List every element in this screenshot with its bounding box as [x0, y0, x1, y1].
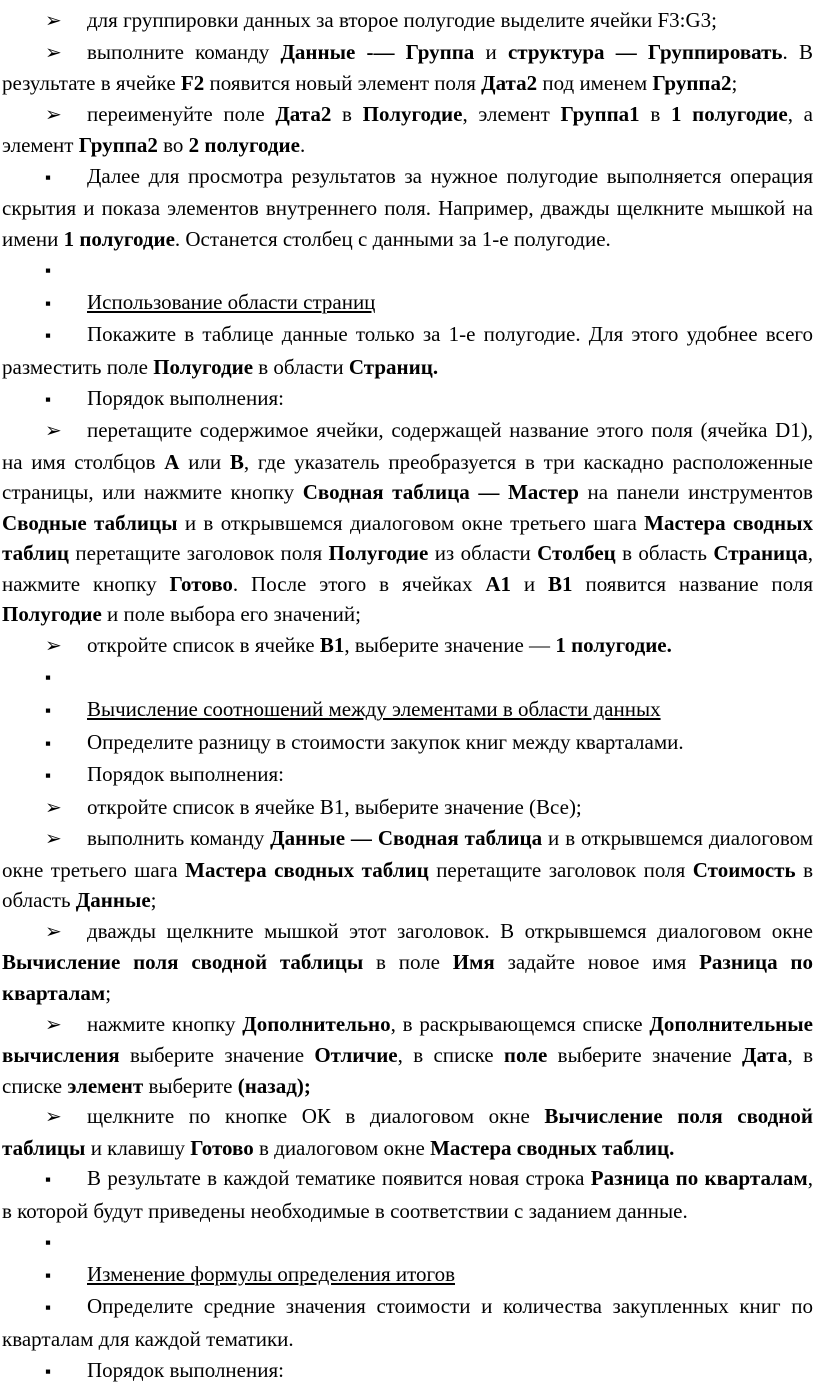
text-run: на панели инструментов: [578, 480, 813, 505]
paragraph: [2, 37, 813, 99]
bullet-square-icon: ▪: [45, 766, 52, 786]
text-run: Мастера сводных таблиц: [185, 857, 429, 882]
text-run: в область: [615, 541, 714, 566]
paragraph: [2, 630, 813, 662]
bullet-arrow-icon: ➢: [45, 1106, 62, 1129]
text-run: появится название поля: [572, 571, 814, 596]
text-run: Вычисление поля сводной таблицы: [2, 950, 364, 975]
bullet-square-icon: ▪: [45, 1298, 52, 1318]
text-run: структура — Группировать: [507, 39, 783, 64]
bullet-square-icon: ▪: [45, 389, 52, 409]
text-run: под именем: [537, 71, 653, 96]
paragraph: [2, 1009, 813, 1102]
text-run: 1 полугодие.: [555, 632, 672, 657]
text-run: перетащите заголовок поля: [428, 857, 693, 882]
text-run: Вычисление соотношений между элементами в области данных: [87, 697, 661, 722]
text-run: А: [164, 449, 180, 474]
text-run: выполнить команду: [87, 826, 271, 851]
text-run: перетащите заголовок поля: [69, 541, 329, 566]
bullet-square-icon: ▪: [45, 261, 52, 281]
text-run: Порядок выполнения:: [87, 385, 284, 410]
text-run: Страница: [713, 541, 808, 566]
bullet-arrow-icon: ➢: [45, 10, 62, 32]
text-run: появится новый элемент поля: [204, 71, 482, 96]
text-run: Данные — Сводная таблица: [270, 826, 543, 851]
text-run: Разница по кварталам: [2, 950, 814, 1005]
text-run: Дополнительно: [242, 1011, 391, 1036]
text-run: Дополнительные вычисления: [2, 1011, 813, 1068]
text-run: нажмите кнопку: [87, 1011, 243, 1036]
paragraph: [2, 792, 813, 824]
text-run: поле: [503, 1043, 548, 1068]
text-run: . В результате в ячейке: [2, 39, 813, 96]
bullet-arrow-icon: ➢: [45, 1013, 62, 1036]
text-run: , а элемент: [2, 101, 813, 158]
text-run: Изменение формулы определения итогов: [87, 1261, 455, 1286]
text-run: Порядок выполнения:: [87, 762, 284, 787]
text-run: , нажмите кнопку: [2, 541, 814, 596]
paragraph: [2, 319, 813, 382]
text-run: выберите значение: [547, 1043, 743, 1068]
text-run: из области: [428, 541, 538, 566]
text-run: Отличие: [314, 1043, 398, 1068]
bullet-arrow-icon: ➢: [45, 41, 62, 64]
text-run: Сводные таблицы: [2, 510, 178, 535]
text-run: Далее для просмотра результатов за нужное полугодие выполняется операция скрытия и показа элементов внутреннего поля. Например, дважды щелкните мышкой на имени: [2, 163, 813, 251]
text-run: ;: [105, 980, 112, 1005]
text-run: Столбец: [537, 541, 616, 566]
text-run: выберите: [143, 1073, 238, 1098]
text-run: дважды щелкните мышкой этот заголовок. В открывшемся диалоговом окне: [87, 918, 813, 943]
text-run: задайте новое имя: [494, 950, 700, 975]
paragraph: [2, 415, 813, 630]
bullet-square-icon: ▪: [45, 293, 52, 313]
text-run: (назад);: [237, 1073, 311, 1098]
text-run: В результате в каждой тематике появится новая строка: [87, 1166, 591, 1191]
paragraph: [2, 1226, 813, 1259]
text-run: Определите средние значения стоимости и количества закупленных книг по кварталам для каждой тематики.: [2, 1294, 813, 1351]
text-run: элемент: [67, 1073, 144, 1098]
text-run: Полугодие: [2, 602, 102, 627]
text-run: Определите разницу в стоимости закупок книг между кварталами.: [87, 729, 684, 754]
paragraph: [2, 161, 813, 255]
text-run: , где указатель преобразуется в три каскадно расположенные страницы, или нажмите кнопку: [2, 449, 813, 505]
text-run: . После этого в ячейках: [232, 571, 486, 596]
text-run: и клавишу: [85, 1135, 191, 1160]
text-run: в область: [2, 857, 813, 913]
text-run: , в списке: [397, 1043, 504, 1068]
text-run: выполните команду: [87, 39, 281, 64]
text-run: 1 полугодие: [670, 101, 788, 126]
text-run: в поле: [363, 950, 453, 975]
text-run: В: [229, 449, 244, 474]
bullet-arrow-icon: ➢: [45, 634, 62, 657]
text-run: Полугодие: [362, 101, 463, 126]
text-run: , в раскрывающемся списке: [390, 1011, 650, 1036]
text-run: Покажите в таблице данные только за 1-е полугодие. Для этого удобнее всего разместить поле: [2, 322, 813, 380]
text-run: Вычисление поля сводной таблицы: [2, 1104, 813, 1160]
document-body: [2, 5, 813, 1387]
text-run: в: [331, 101, 363, 126]
text-run: Группа2: [652, 71, 732, 96]
text-run: щелкните по кнопке ОК в диалоговом окне: [87, 1104, 545, 1129]
bullet-square-icon: ▪: [45, 1361, 52, 1381]
section-heading: [2, 1259, 813, 1292]
text-run: Полугодие: [328, 541, 429, 566]
text-run: Дата: [742, 1043, 788, 1068]
text-run: Стоимость: [692, 857, 796, 882]
text-run: и в открывшемся диалоговом окне третьего шага: [2, 826, 813, 882]
text-run: ;: [150, 888, 157, 913]
text-run: Готово: [169, 571, 233, 596]
text-run: переименуйте поле: [87, 101, 276, 126]
text-run: Данные -— Группа: [280, 39, 475, 64]
paragraph: [2, 1101, 813, 1163]
text-run: , выберите значение —: [344, 632, 556, 657]
text-run: в: [639, 101, 671, 126]
text-run: Мастера сводных таблиц: [2, 510, 814, 566]
paragraph: [2, 5, 813, 37]
text-run: Сводная таблица — Мастер: [302, 480, 579, 505]
text-run: Полугодие: [153, 355, 254, 380]
section-heading: [2, 287, 813, 320]
text-run: Использование области страниц: [87, 289, 376, 314]
text-run: Дата2: [481, 71, 538, 96]
bullet-square-icon: ▪: [45, 1233, 52, 1253]
text-run: Готово: [190, 1135, 254, 1160]
paragraph: [2, 727, 813, 760]
bullet-square-icon: ▪: [45, 733, 52, 753]
text-run: 2 полугодие: [188, 133, 300, 158]
text-run: и поле выбора его значений;: [101, 602, 361, 627]
text-run: Данные: [75, 888, 151, 913]
text-run: и: [474, 39, 508, 64]
paragraph: [2, 823, 813, 916]
bullet-arrow-icon: ➢: [45, 796, 62, 819]
text-run: Имя: [452, 950, 495, 975]
text-run: или: [179, 449, 230, 474]
paragraph: [2, 254, 813, 287]
text-run: в диалоговом окне: [253, 1135, 431, 1160]
paragraph: [2, 1163, 813, 1226]
text-run: В1: [548, 571, 573, 596]
text-run: , в списке: [2, 1043, 813, 1098]
bullet-square-icon: ▪: [45, 701, 52, 721]
bullet-arrow-icon: ➢: [45, 828, 62, 851]
bullet-square-icon: ▪: [45, 1170, 52, 1190]
text-run: в области: [253, 355, 349, 380]
bullet-arrow-icon: ➢: [45, 420, 62, 443]
text-run: Группа2: [78, 133, 158, 158]
text-run: 1 полугодие: [63, 226, 175, 251]
text-run: во: [157, 133, 189, 158]
text-run: , элемент: [462, 101, 561, 126]
text-run: откройте список в ячейке В1, выберите значение (Все);: [87, 794, 582, 819]
text-run: . Останется столбец с данными за 1-е полугодие.: [174, 226, 611, 251]
text-run: Группа1: [560, 101, 640, 126]
text-run: ;: [731, 71, 738, 96]
paragraph: [2, 1291, 813, 1354]
text-run: перетащите содержимое ячейки, содержащей название этого поля (ячейка D1), на имя столбцов: [2, 418, 813, 474]
paragraph: [2, 99, 813, 161]
text-run: , в которой будут приведены необходимые в соответствии с заданием данные.: [2, 1166, 813, 1223]
paragraph: [2, 383, 813, 416]
bullet-square-icon: ▪: [45, 668, 52, 688]
text-run: В1: [319, 632, 345, 657]
text-run: Разница по кварталам: [590, 1166, 808, 1191]
text-run: А1: [485, 571, 512, 596]
text-run: для группировки данных за второе полугодие выделите ячейки F3:G3;: [87, 8, 717, 32]
paragraph: [2, 759, 813, 792]
paragraph: [2, 1355, 813, 1387]
text-run: Порядок выполнения:: [87, 1357, 284, 1382]
text-run: и в открывшемся диалоговом окне третьего шага: [177, 510, 645, 535]
text-run: Страниц.: [348, 355, 439, 380]
paragraph: [2, 916, 813, 1009]
text-run: F2: [180, 71, 205, 96]
text-run: выберите значение: [119, 1043, 315, 1068]
text-run: Мастера сводных таблиц.: [430, 1135, 675, 1160]
text-run: и: [511, 571, 549, 596]
bullet-arrow-icon: ➢: [45, 103, 62, 126]
text-run: Дата2: [275, 101, 332, 126]
bullet-arrow-icon: ➢: [45, 920, 62, 943]
section-heading: [2, 694, 813, 727]
bullet-square-icon: ▪: [45, 1265, 52, 1285]
bullet-square-icon: ▪: [45, 326, 52, 346]
text-run: .: [299, 133, 306, 158]
text-run: откройте список в ячейке: [87, 632, 320, 657]
bullet-square-icon: ▪: [45, 167, 52, 187]
paragraph: [2, 661, 813, 694]
